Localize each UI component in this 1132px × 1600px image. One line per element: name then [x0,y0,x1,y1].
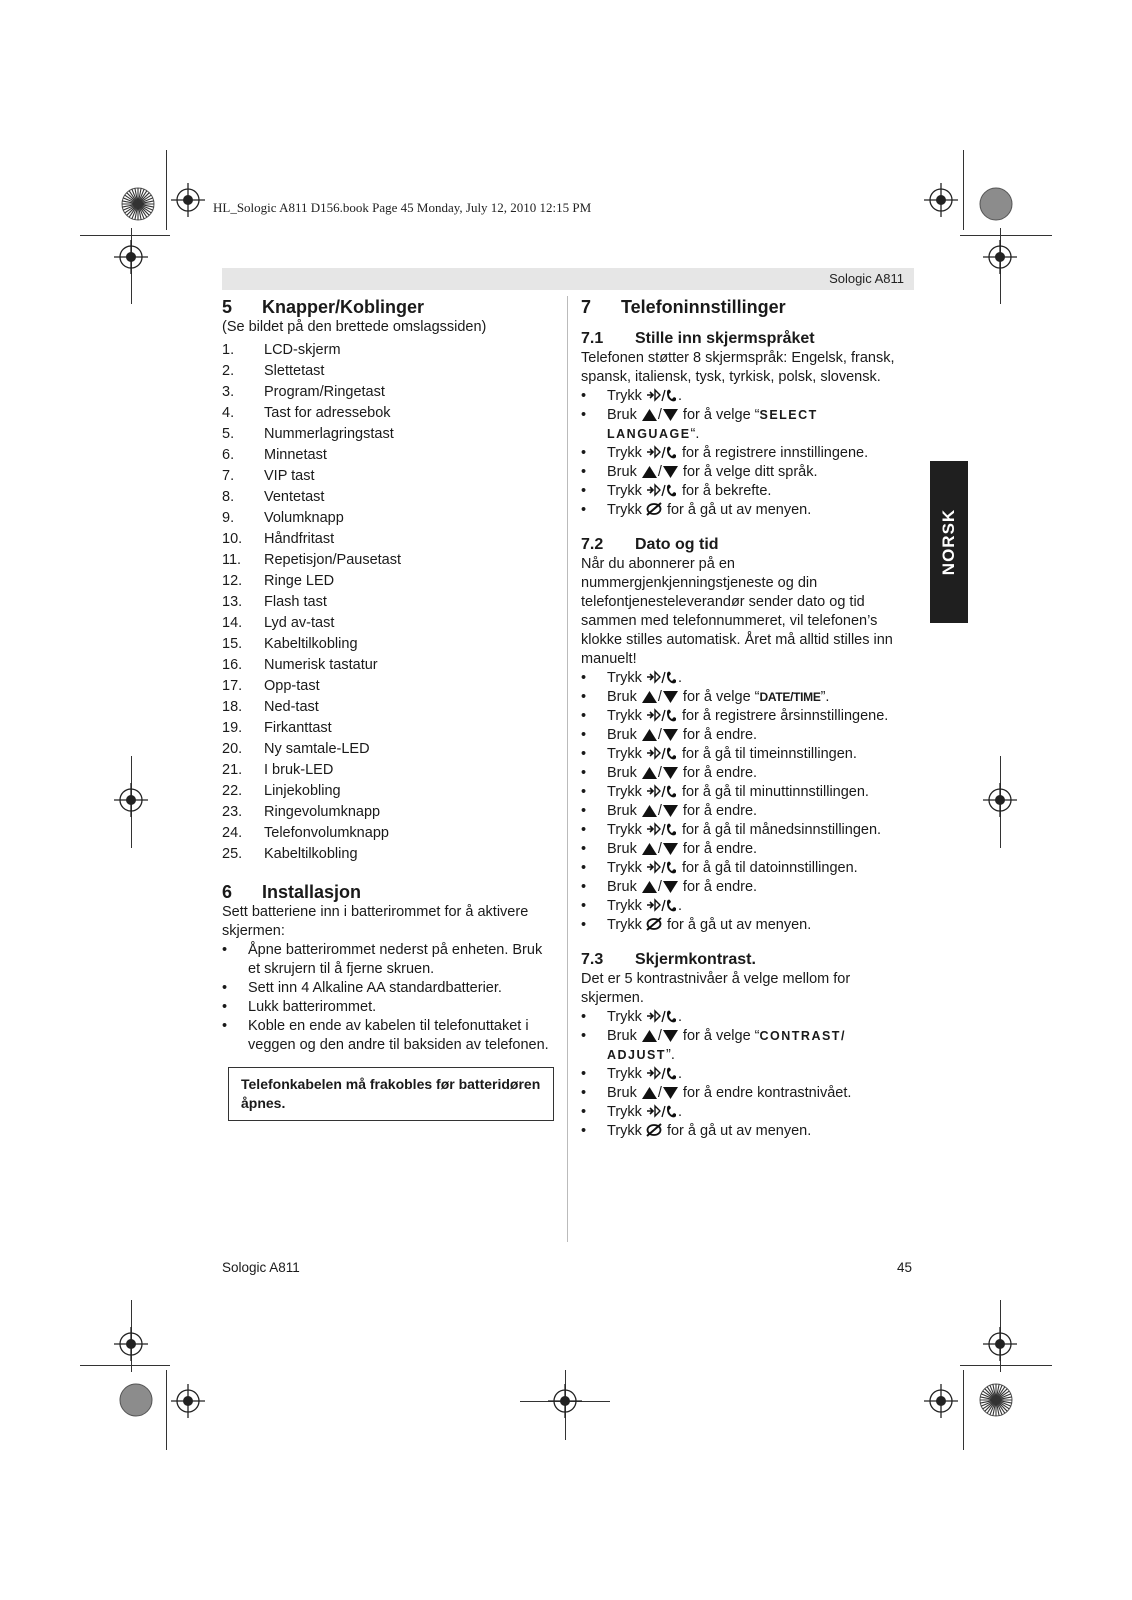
down-arrow-icon [662,766,679,780]
step-text: for å gå til timeinnstillingen. [681,746,857,762]
trykk-label: Trykk [607,822,642,838]
list-item [222,340,552,361]
slash: / [657,1028,662,1044]
list-item [581,783,911,802]
item-label: Linjekobling [264,783,341,799]
item-number: 2. [222,363,235,379]
step-text: for å gå til datoinnstillingen. [681,860,858,876]
footer-product-name: Sologic A811 [222,1260,300,1275]
trykk-label: Trykk [607,1104,642,1120]
menu-ok-icon [646,860,678,875]
trykk-label: Trykk [607,502,642,518]
item-number: 1. [222,342,235,358]
slash: / [657,407,662,423]
list-item [581,444,911,463]
bullet: • [581,1085,587,1101]
step-text: for å endre. [682,765,758,781]
list-item [581,406,911,444]
list-item [222,466,552,487]
bullet-text: Åpne batterirommet nederst på enheten. Bruk et skrujern til å fjerne skruen. [248,942,543,977]
list-item [222,941,552,979]
down-arrow-icon [662,1029,679,1043]
item-number: 5. [222,426,235,442]
period: . [677,1009,682,1025]
list-item [581,726,911,745]
bullet: • [581,1066,587,1082]
item-label: Opp-tast [264,678,320,694]
down-arrow-icon [662,465,679,479]
item-number: 4. [222,405,235,421]
bullet: • [581,917,587,933]
list-item [222,781,552,802]
bruk-label: Bruk [607,689,637,705]
step-text: for å velge “ [682,1028,760,1044]
step-text: for å registrere innstillingene. [681,445,869,461]
list-item [581,387,911,406]
slash: / [657,727,662,743]
item-label: Tast for adressebok [264,405,391,421]
step-text: for å gå til månedsinnstillingen. [681,822,882,838]
step-text: ”. [666,1047,675,1063]
list-item [222,676,552,697]
up-arrow-icon [641,408,658,422]
cancel-icon [646,1122,663,1138]
bullet: • [581,689,587,705]
down-arrow-icon [662,408,679,422]
language-steps [581,387,911,520]
item-label: Repetisjon/Pausetast [264,552,402,568]
section-7-3-heading [581,950,911,970]
list-item [222,592,552,613]
step-text: for å gå ut av menyen. [666,917,812,933]
list-item [222,382,552,403]
list-item [581,859,911,878]
list-item [581,916,911,935]
step-text: for å endre. [682,727,758,743]
item-number: 21. [222,762,243,778]
section-title: Telefoninnstillinger [621,297,786,317]
bullet: • [581,1028,587,1044]
menu-term: DATE/TIME [759,690,821,704]
step-text: for å gå til minuttinnstillingen. [681,784,869,800]
step-text: ”. [820,689,830,705]
period: . [677,1104,682,1120]
list-item [222,634,552,655]
list-item [222,361,552,382]
bullet-text: Koble en ende av kabelen til telefonuttaket i veggen og den andre til baksiden av telefonen. [248,1018,549,1053]
list-item [222,508,552,529]
list-item [222,613,552,634]
list-item [222,550,552,571]
section-number: 5 [222,297,233,317]
step-text: for å endre. [682,879,758,895]
list-item [222,823,552,844]
section-6-intro: Sett batteriene inn i batterirommet for å aktivere skjermen: [222,904,529,939]
list-item [222,487,552,508]
bullet: • [222,1018,228,1034]
up-arrow-icon [641,804,658,818]
item-label: Telefonvolumknapp [264,825,389,841]
trykk-label: Trykk [607,483,642,499]
item-label: Håndfritast [264,531,335,547]
date-time-steps [581,669,911,935]
up-arrow-icon [641,1086,658,1100]
trykk-label: Trykk [607,860,642,876]
step-text: “. [690,426,700,442]
list-item [222,844,552,865]
bullet: • [581,388,587,404]
step-text: for å registrere årsinnstillingene. [681,708,889,724]
down-arrow-icon [662,880,679,894]
list-item [581,745,911,764]
menu-ok-icon [646,784,678,799]
menu-term: SELECT [759,408,818,422]
item-number: 14. [222,615,243,631]
list-item [222,760,552,781]
item-label: Ringe LED [264,573,335,589]
list-item [222,1017,552,1055]
bullet: • [581,860,587,876]
menu-ok-icon [646,1104,678,1119]
trykk-label: Trykk [607,917,642,933]
period: . [677,388,682,404]
section-7-1-intro: Telefonen støtter 8 skjermspråk: Engelsk, fransk, spansk, italiensk, tysk, tyrkisk, polsk, slovensk. [581,350,895,385]
trykk-label: Trykk [607,1066,642,1082]
section-number: 7.1 [581,330,604,347]
bullet: • [581,708,587,724]
menu-ok-icon [646,1009,678,1024]
header-title: Sologic A811 [829,271,904,286]
running-header [222,268,914,290]
list-item [222,424,552,445]
item-number: 23. [222,804,243,820]
item-number: 3. [222,384,235,400]
trykk-label: Trykk [607,670,642,686]
period: . [677,898,682,914]
list-item [581,669,911,688]
item-number: 13. [222,594,243,610]
list-item [581,840,911,859]
installation-steps [222,941,552,1055]
bullet: • [581,445,587,461]
bullet: • [222,999,228,1015]
trykk-label: Trykk [607,445,642,461]
item-number: 8. [222,489,235,505]
list-item [222,529,552,550]
bullet-text: Lukk batterirommet. [248,999,377,1015]
bullet: • [581,898,587,914]
item-label: Firkanttast [264,720,332,736]
item-label: Lyd av-tast [264,615,335,631]
bullet: • [581,1104,587,1120]
item-label: I bruk-LED [264,762,334,778]
list-item [581,1065,911,1084]
item-number: 24. [222,825,243,841]
bullet: • [222,980,228,996]
section-title: Installasjon [262,882,362,902]
bullet: • [222,942,228,958]
trykk-label: Trykk [607,1123,642,1139]
step-text: for å velge “ [682,689,760,705]
bullet: • [581,879,587,895]
section-7-2-heading [581,535,911,555]
slash: / [657,841,662,857]
down-arrow-icon [662,804,679,818]
list-item [222,998,552,1017]
list-item [222,979,552,998]
list-item [581,688,911,707]
menu-term: ADJUST [607,1048,667,1062]
item-number: 12. [222,573,243,589]
up-arrow-icon [641,690,658,704]
menu-ok-icon [646,483,678,498]
section-7-1-heading [581,329,911,349]
menu-ok-icon [646,822,678,837]
bullet: • [581,670,587,686]
slash: / [657,1085,662,1101]
bruk-label: Bruk [607,1085,637,1101]
section-7-heading [581,296,911,318]
section-title: Knapper/Koblinger [262,297,425,317]
list-item [581,764,911,783]
item-number: 17. [222,678,243,694]
slash: / [657,689,662,705]
item-number: 10. [222,531,243,547]
up-arrow-icon [641,728,658,742]
bruk-label: Bruk [607,464,637,480]
down-arrow-icon [662,1086,679,1100]
up-arrow-icon [641,842,658,856]
list-item [581,1084,911,1103]
list-item [222,403,552,424]
menu-ok-icon [646,746,678,761]
trykk-label: Trykk [607,388,642,404]
right-column [581,296,911,1141]
item-label: Volumknapp [264,510,344,526]
list-item [581,707,911,726]
left-column [222,296,552,1121]
bullet-text: Sett inn 4 Alkaline AA standardbatterier. [248,980,502,996]
bullet: • [581,784,587,800]
bullet: • [581,746,587,762]
up-arrow-icon [641,880,658,894]
trykk-label: Trykk [607,1009,642,1025]
trykk-label: Trykk [607,784,642,800]
menu-ok-icon [646,670,678,685]
bullet: • [581,502,587,518]
menu-ok-icon [646,445,678,460]
list-item [581,1008,911,1027]
period: . [677,1066,682,1082]
menu-term: CONTRAST/ [759,1029,846,1043]
item-number: 19. [222,720,243,736]
list-item [222,571,552,592]
bullet: • [581,822,587,838]
item-label: Slettetast [264,363,325,379]
item-number: 20. [222,741,243,757]
bruk-label: Bruk [607,727,637,743]
section-5-heading [222,296,552,318]
print-slug: HL_Sologic A811 D156.book Page 45 Monday, July 12, 2010 12:15 PM [213,200,592,215]
column-divider [567,296,568,1242]
down-arrow-icon [662,842,679,856]
cancel-icon [646,916,663,932]
down-arrow-icon [662,728,679,742]
step-text: for å gå ut av menyen. [666,1123,812,1139]
item-label: Numerisk tastatur [264,657,378,673]
period: . [677,670,682,686]
slash: / [657,765,662,781]
item-number: 9. [222,510,235,526]
up-arrow-icon [641,1029,658,1043]
menu-ok-icon [646,898,678,913]
step-text: for å endre. [682,841,758,857]
section-title: Dato og tid [635,536,719,553]
bruk-label: Bruk [607,407,637,423]
bullet: • [581,727,587,743]
bullet: • [581,1123,587,1139]
item-label: Ventetast [264,489,325,505]
section-number: 7 [581,297,592,317]
item-label: Ringevolumknapp [264,804,381,820]
cancel-icon [646,501,663,517]
bullet: • [581,841,587,857]
list-item [581,1103,911,1122]
section-number: 7.3 [581,951,604,968]
bruk-label: Bruk [607,879,637,895]
list-item [581,1122,911,1141]
step-text: for å gå ut av menyen. [666,502,812,518]
step-text: for å velge ditt språk. [682,464,818,480]
section-5-intro: (Se bildet på den brettede omslagssiden) [222,319,487,335]
bullet: • [581,765,587,781]
trykk-label: Trykk [607,898,642,914]
item-number: 16. [222,657,243,673]
bullet: • [581,483,587,499]
list-item [581,878,911,897]
section-6-heading [222,881,552,903]
down-arrow-icon [662,690,679,704]
section-number: 6 [222,882,233,902]
list-item [222,445,552,466]
menu-ok-icon [646,708,678,723]
up-arrow-icon [641,766,658,780]
slash: / [657,803,662,819]
step-text: for å bekrefte. [681,483,772,499]
bullet: • [581,1009,587,1025]
menu-ok-icon [646,388,678,403]
section-7-3-intro: Det er 5 kontrastnivåer å velge mellom for skjermen. [581,971,851,1006]
step-text: for å velge “ [682,407,760,423]
bruk-label: Bruk [607,1028,637,1044]
page-number: 45 [897,1260,913,1275]
list-item [581,897,911,916]
item-label: Minnetast [264,447,327,463]
bullet: • [581,803,587,819]
item-label: Program/Ringetast [264,384,385,400]
section-title: Skjermkontrast. [635,951,756,968]
bruk-label: Bruk [607,841,637,857]
item-label: LCD-skjerm [264,342,341,358]
list-item [222,739,552,760]
up-arrow-icon [641,465,658,479]
list-item [222,655,552,676]
item-label: Ned-tast [264,699,319,715]
item-number: 7. [222,468,235,484]
item-label: Kabeltilkobling [264,846,358,862]
slash: / [657,879,662,895]
list-item [581,463,911,482]
section-number: 7.2 [581,536,604,553]
step-text: for å endre kontrastnivået. [682,1085,852,1101]
list-item [581,482,911,501]
item-number: 25. [222,846,243,862]
item-number: 15. [222,636,243,652]
list-item [222,802,552,823]
bruk-label: Bruk [607,803,637,819]
section-7-2-intro: Når du abonnerer på en nummergjenkjenningstjeneste og din telefontjenesteleverandør sender dato og tid sammen med telefonnummeret, vil telefonen’s klokke stilles automatisk. Året må alltid stilles inn manuelt! [581,556,893,667]
list-item [581,501,911,520]
button-list [222,340,552,865]
list-item [222,697,552,718]
menu-ok-icon [646,1066,678,1081]
list-item [581,821,911,840]
trykk-label: Trykk [607,708,642,724]
item-number: 18. [222,699,243,715]
item-label: Kabeltilkobling [264,636,358,652]
contrast-steps [581,1008,911,1141]
item-number: 6. [222,447,235,463]
list-item [222,718,552,739]
bullet: • [581,464,587,480]
item-number: 22. [222,783,243,799]
step-text: for å endre. [682,803,758,819]
menu-term: LANGUAGE [607,427,691,441]
item-number: 11. [222,552,242,568]
bruk-label: Bruk [607,765,637,781]
item-label: Ny samtale-LED [264,741,370,757]
warning-note-box: Telefonkabelen må frakobles før batteridøren åpnes. [228,1067,554,1121]
item-label: Nummerlagringstast [264,426,394,442]
item-label: VIP tast [264,468,315,484]
slash: / [657,464,662,480]
section-title: Stille inn skjermspråket [635,330,815,347]
language-tab-label: NORSK [939,508,958,576]
language-tab [930,461,968,623]
list-item [581,802,911,821]
bullet: • [581,407,587,423]
trykk-label: Trykk [607,746,642,762]
list-item [581,1027,911,1065]
item-label: Flash tast [264,594,327,610]
